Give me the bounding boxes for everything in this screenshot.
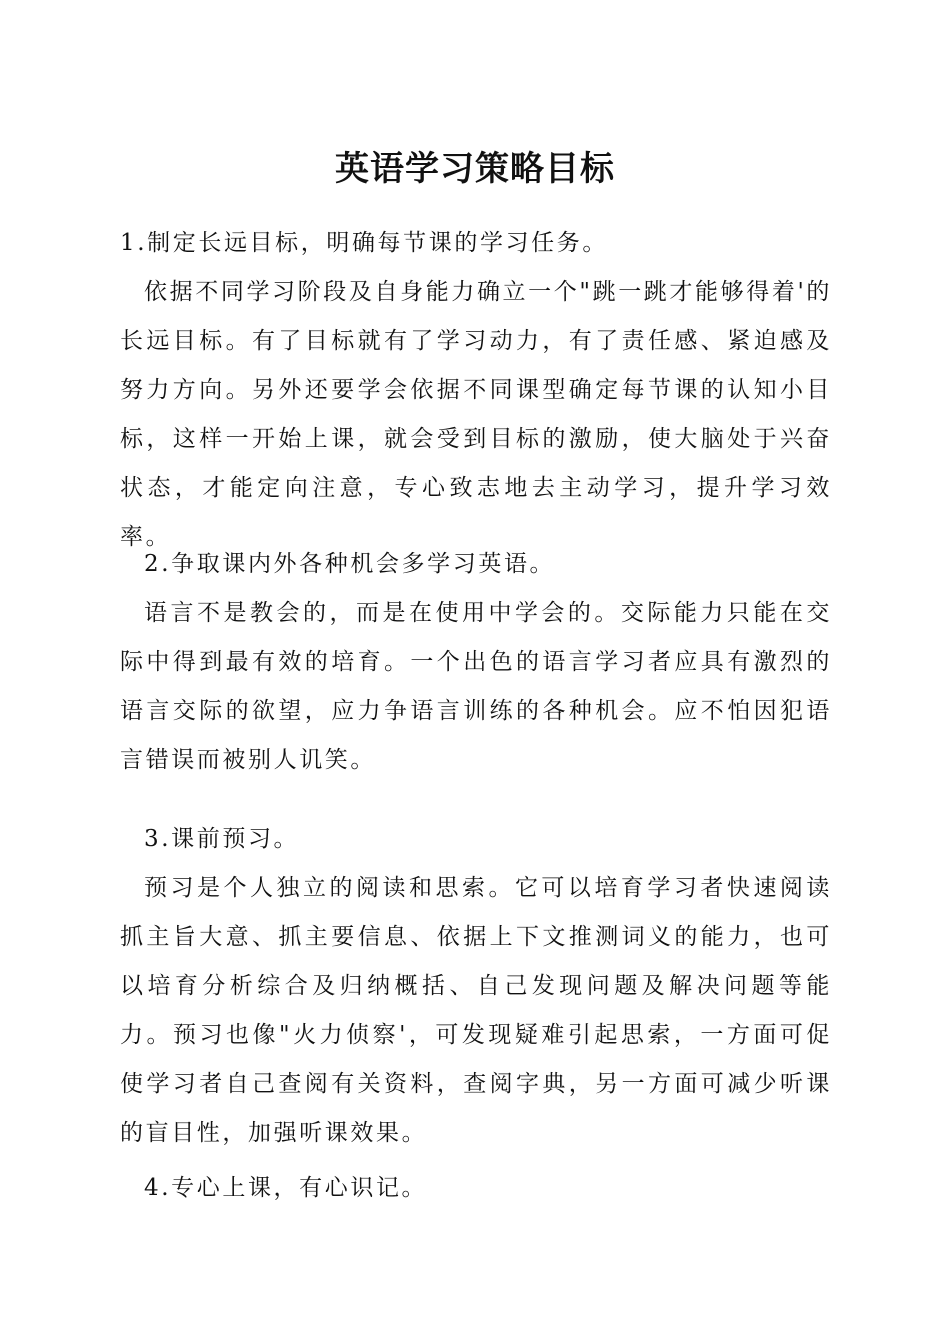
section-4-heading: 4.专心上课，有心识记。 [144,1175,428,1201]
section-1-heading: 1.制定长远目标，明确每节课的学习任务。 [120,230,608,256]
section-1-body: 依据不同学习阶段及自身能力确立一个"跳一跳才能够得着'的长远目标。有了目标就有了学习动力，有了责任感、紧迫感及努力方向。另外还要学会依据不同课型确定每节课的认知小目标，这样一开始上课，就会受到目标的激励，使大脑处于兴奋状态，才能定向注意，专心致志地去主动学习，提升学习效率。 [120,279,832,550]
section-3-heading: 3.课前预习。 [144,826,300,852]
section-3-body: 预习是个人独立的阅读和思索。它可以培育学习者快速阅读抓主旨大意、抓主要信息、依据上下文推测词义的能力，也可以培育分析综合及归纳概括、自己发现问题及解决问题等能力。预习也像"火力侦察'，可发现疑难引起思索，一方面可促使学习者自己查阅有关资料，查阅字典，另一方面可减少听课的盲目性，加强听课效果。 [120,875,832,1146]
section-2-body: 语言不是教会的，而是在使用中学会的。交际能力只能在交际中得到最有效的培育。一个出色的语言学习者应具有激烈的语言交际的欲望，应力争语言训练的各种机会。应不怕因犯语言错误而被别人讥笑。 [120,600,832,773]
section-2-heading: 2.争取课内外各种机会多学习英语。 [144,551,556,577]
document-title: 英语学习策略目标 [335,149,615,189]
